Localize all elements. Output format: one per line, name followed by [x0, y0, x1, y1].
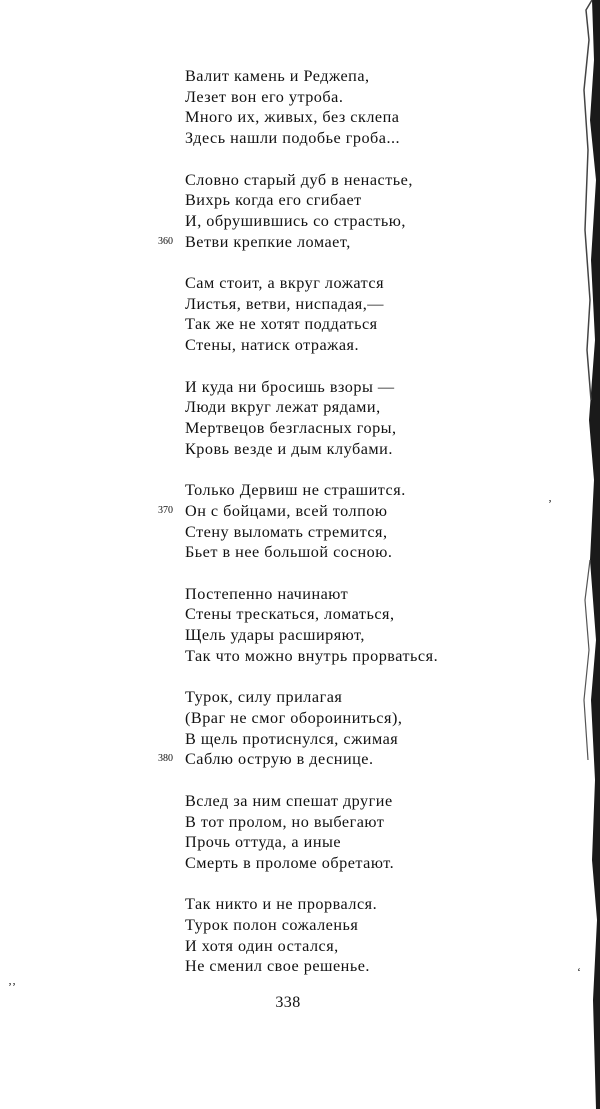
- stanza: [185, 66, 545, 149]
- poem-line-text: Лезет вон его утроба.: [185, 87, 344, 106]
- poem-line: [185, 211, 545, 232]
- poem-line-text: И хотя один остался,: [185, 936, 339, 955]
- poem-line: [185, 936, 545, 957]
- poem-line-text: Постепенно начинают: [185, 584, 349, 603]
- stanza: [185, 894, 545, 977]
- poem-line: [185, 625, 545, 646]
- poem-line: [185, 604, 545, 625]
- poem-line: [185, 107, 545, 128]
- margin-speck-mid: ʼ: [548, 497, 552, 511]
- poem-line-text: Мнoго их, живых, без склепа: [185, 108, 400, 127]
- stanza: [158, 480, 545, 563]
- poem-line: [185, 729, 545, 750]
- poem-line: [185, 397, 545, 418]
- poem-line-text: Валит камень и Реджепа,: [185, 67, 370, 85]
- poem-line-text: Так никто и не прорвался.: [185, 895, 378, 914]
- poem-line: [185, 273, 545, 294]
- stanza: [158, 170, 545, 253]
- poem-line: [185, 542, 545, 563]
- poem-line: [185, 832, 545, 853]
- stanza: [158, 687, 545, 770]
- poem-line-text: Прочь оттуда, а иные: [185, 833, 342, 852]
- poem-line-text: Смерть в проломе обретают.: [185, 853, 395, 872]
- poem-line: [185, 791, 545, 812]
- stanza: [185, 791, 545, 874]
- poem-line: [185, 646, 545, 667]
- poem-line: [185, 418, 545, 439]
- page-edge-shadow: [570, 0, 600, 1109]
- poem-line: [185, 853, 545, 874]
- poem-line-text: Не сменил свое решенье.: [185, 957, 370, 976]
- margin-speck-right: ʻ: [577, 965, 581, 979]
- poem-line: [185, 708, 545, 729]
- poem-line-text: Вихрь когда его сгибает: [185, 191, 362, 210]
- poem-line: [185, 87, 545, 108]
- poem-text: [158, 66, 545, 998]
- poem-line-text: Вслед за ним спешат другие: [185, 791, 393, 810]
- poem-line-text: Стены, натиск отражая.: [185, 336, 360, 355]
- poem-line: [185, 915, 545, 936]
- poem-line-text: Саблю острую в деснице.: [185, 750, 374, 769]
- poem-line-text: Словно старый дуб в ненастье,: [185, 170, 413, 189]
- poem-line-text: Листья, ветви, ниспадая,—: [185, 294, 384, 313]
- poem-line-text: Стены трескаться, ломаться,: [185, 605, 395, 624]
- poem-line: [185, 894, 545, 915]
- poem-line: [185, 170, 545, 191]
- stanza: [185, 377, 545, 460]
- poem-line-text: Кровь везде и дым клубами.: [185, 439, 393, 458]
- poem-line: [158, 232, 545, 253]
- poem-line-text: Щель удары расширяют,: [185, 626, 365, 645]
- page-number: 338: [275, 994, 301, 1011]
- poem-line: [185, 687, 545, 708]
- poem-line: [185, 128, 545, 149]
- poem-line: [185, 66, 545, 87]
- poem-line-text: Так же не хотят поддаться: [185, 315, 378, 334]
- poem-line: [185, 480, 545, 501]
- stanza: [185, 584, 545, 667]
- poem-line: [185, 335, 545, 356]
- line-number: 380: [158, 753, 173, 765]
- margin-speck-left: ʼʼ: [8, 980, 16, 994]
- poem-line-text: В щель протиснулся, сжимая: [185, 729, 399, 748]
- poem-line-text: Только Дервиш не страшится.: [185, 481, 406, 500]
- poem-line: [185, 314, 545, 335]
- poem-line-text: Бьет в нее большой сосною.: [185, 543, 393, 562]
- poem-line: [158, 749, 545, 770]
- poem-line: [158, 501, 545, 522]
- poem-line-text: Люди вкруг лежат рядами,: [185, 398, 381, 417]
- poem-line-text: Мертвецов безгласных горы,: [185, 419, 397, 438]
- poem-line: [185, 522, 545, 543]
- poem-line-text: Он с бойцами, всей толпою: [185, 501, 388, 520]
- poem-line: [185, 956, 545, 977]
- poem-line-text: Турок полон сожаленья: [185, 916, 359, 935]
- line-number: 370: [158, 504, 173, 516]
- poem-line-text: (Враг не смог обороиниться),: [185, 708, 403, 727]
- poem-line-text: Здесь нашли подобье гроба...: [185, 129, 401, 148]
- stanza: [185, 273, 545, 356]
- line-number: 360: [158, 235, 173, 247]
- poem-line: [185, 584, 545, 605]
- poem-line: [185, 190, 545, 211]
- poem-line: [185, 439, 545, 460]
- poem-line-text: Сам стоит, а вкруг ложатся: [185, 274, 385, 293]
- poem-line: [185, 812, 545, 833]
- poem-line-text: И куда ни бросишь взоры —: [185, 377, 395, 396]
- poem-line: [185, 377, 545, 398]
- poem-line-text: Ветви крепкие ломает,: [185, 232, 351, 251]
- poem-line-text: Стену выломать стремится,: [185, 522, 388, 541]
- poem-line-text: В тот пролом, но выбегают: [185, 812, 385, 831]
- poem-line-text: Так что можно внутрь прорваться.: [185, 646, 439, 665]
- poem-line: [185, 294, 545, 315]
- poem-line-text: Турок, силу прилагая: [185, 688, 343, 707]
- poem-line-text: И, обрушившись со страстью,: [185, 211, 406, 230]
